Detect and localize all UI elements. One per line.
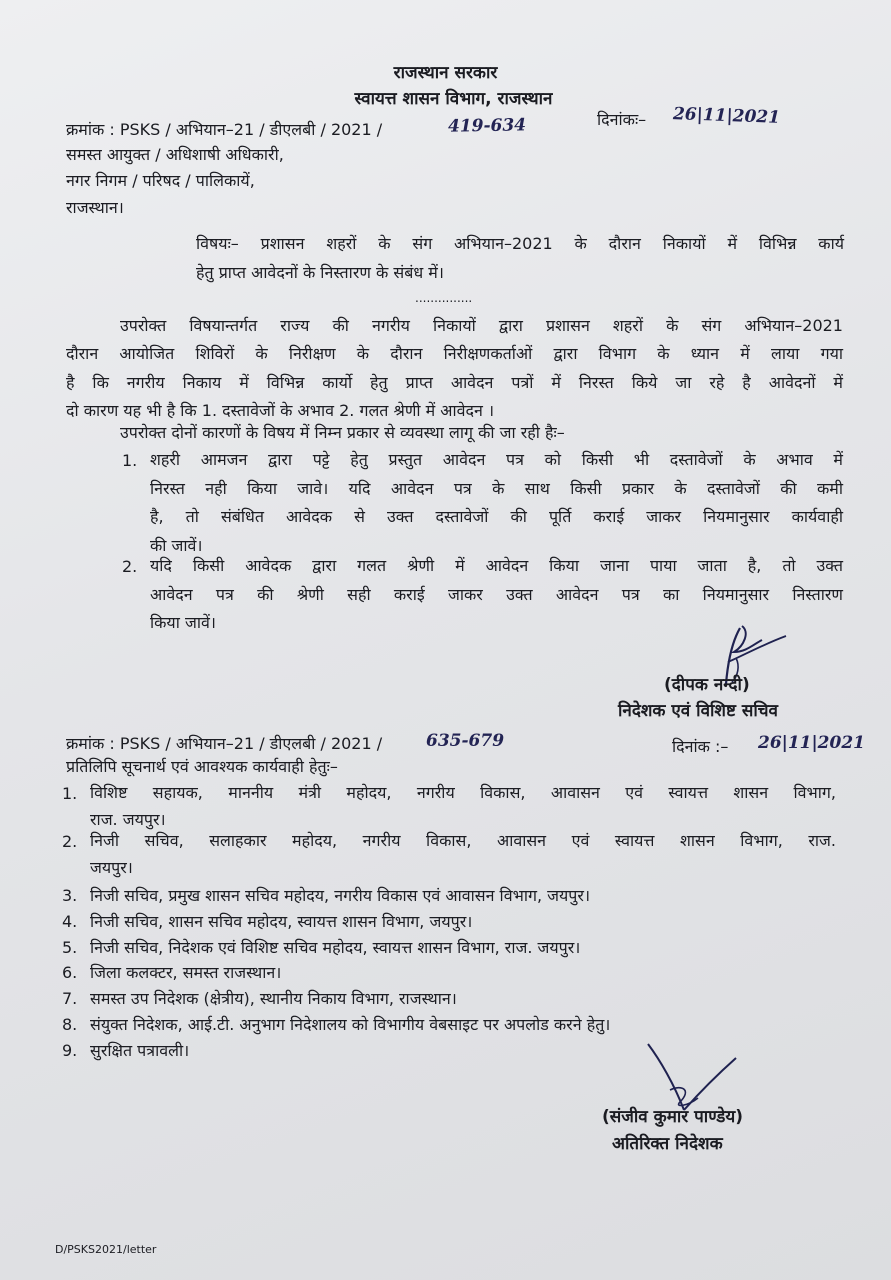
letter-handwritten-dispatch-number: 419-634 [447,115,527,137]
copy-date-label: दिनांक :– [672,737,729,756]
copy-item-number: 8. [62,1015,78,1034]
addressee-line: समस्त आयुक्त / अधिशाषी अधिकारी, [66,145,284,164]
point-line: है, तो संबंधित आवेदक से उक्त दस्तावेजों की पूर्ति कराई जाकर नियमानुसार कार्यवाही [150,507,843,526]
letter-date-label: दिनांकः– [597,110,647,129]
intro-line: उपरोक्त दोनों कारणों के विषय में निम्न प्रकार से व्यवस्था लागू की जा रही हैः– [120,423,565,442]
copy-item-number: 1. [62,784,78,803]
copy-item-9: सुरक्षित पत्रावली। [90,1041,190,1060]
copy-item-7: समस्त उप निदेशक (क्षेत्रीय), स्थानीय निकाय विभाग, राजस्थान। [90,989,457,1008]
body-line: दो कारण यह भी है कि 1. दस्तावेजों के अभाव 2. गलत श्रेणी में आवेदन । [66,401,495,420]
signatory-1-title: निदेशक एवं विशिष्ट सचिव [618,701,778,721]
point-number: 1. [122,451,138,470]
copy-item-number: 7. [62,989,78,1008]
point-line: शहरी आमजन द्वारा पट्टे हेतु प्रस्तुत आवेदन पत्र को किसी भी दस्तावेजों के अभाव में [150,450,843,469]
subject-line: विषयः– प्रशासन शहरों के संग अभियान–2021 के दौरान निकायों में विभिन्न कार्य [196,234,844,253]
signatory-1-name: (दीपक नन्दी) [664,675,750,695]
body-paragraph [66,340,843,426]
copy-item-line: निजी सचिव, सलाहकार महोदय, नगरीय विकास, आवासन एवं स्वायत्त शासन विभाग, राज. [90,831,836,850]
letter-handwritten-date: 26|11|2021 [672,104,781,128]
copy-item-number: 2. [62,832,78,851]
signatory-2-name: (संजीव कुमार पाण्डेय) [602,1107,744,1127]
department-name: स्वायत्त शासन विभाग, राजस्थान [354,89,553,109]
copy-item-4: निजी सचिव, शासन सचिव महोदय, स्वायत्त शासन विभाग, जयपुर। [90,912,473,931]
copy-item-number: 4. [62,912,78,931]
footer-file-code: D/PSKS2021/letter [55,1243,157,1256]
body-line: दौरान आयोजित शिविरों के निरीक्षण के दौरान निरीक्षणकर्ताओं द्वारा विभाग के ध्यान में लाया गया [66,344,843,363]
copy-item-number: 5. [62,938,78,957]
signatory-2-title: अतिरिक्त निदेशक [612,1134,723,1154]
subject-line: हेतु प्राप्त आवेदनों के निस्तारण के संबंध में। [196,262,444,282]
point-line: यदि किसी आवेदक द्वारा गलत श्रेणी में आवेदन किया जाना पाया जाता है, तो उक्त [150,556,843,575]
copy-item-1 [90,779,836,833]
government-name: राजस्थान सरकार [393,63,498,83]
point-line: निरस्त नही किया जावे। यदि आवेदन पत्र के साथ किसी प्रकार के दस्तावेजों की कमी [150,478,843,498]
addressee-line: नगर निगम / परिषद / पालिकायें, [66,171,255,190]
separator: ............... [415,291,473,305]
copy-item-line: जयपुर। [90,858,133,877]
addressee-line: राजस्थान। [66,198,124,217]
point-line: किया जावें। [150,613,216,632]
point-1-text [150,446,843,560]
copy-item-number: 9. [62,1041,78,1060]
body-line: है कि नगरीय निकाय में विभिन्न कार्यो हेतु प्राप्त आवेदन पत्रों में निरस्त किये जा रहे है आवेदनों में [66,372,843,392]
point-line: की जावें। [150,535,203,555]
point-number: 2. [122,557,138,576]
copy-item-line: विशिष्ट सहायक, माननीय मंत्री महोदय, नगरीय विकास, आवासन एवं स्वायत्त शासन विभाग, [90,783,836,802]
copy-item-number: 3. [62,886,78,905]
copy-item-8: संयुक्त निदेशक, आई.टी. अनुभाग निदेशालय को विभागीय वेबसाइट पर अपलोड करने हेतु। [90,1015,611,1034]
copy-item-3: निजी सचिव, प्रमुख शासन सचिव महोदय, नगरीय विकास एवं आवासन विभाग, जयपुर। [90,886,591,905]
copy-item-6: जिला कलक्टर, समस्त राजस्थान। [90,963,282,982]
copy-item-line: राज. जयपुर। [90,810,166,829]
copy-handwritten-date: 26|11|2021 [758,733,865,753]
copy-handwritten-dispatch-number: 635-679 [426,731,505,751]
copy-intro: प्रतिलिपि सूचनार्थ एवं आवश्यक कार्यवाही हेतुः– [66,757,338,776]
copy-item-5: निजी सचिव, निदेशक एवं विशिष्ट सचिव महोदय, स्वायत्त शासन विभाग, राज. जयपुर। [90,938,581,957]
body-paragraph-first-line: उपरोक्त विषयान्तर्गत राज्य की नगरीय निकायों द्वारा प्रशासन शहरों के संग अभियान–2021 [120,316,843,335]
letter-reference-number: क्रमांक : PSKS / अभियान–21 / डीएलबी / 2021 / [66,120,383,139]
copy-reference-number: क्रमांक : PSKS / अभियान–21 / डीएलबी / 2021 / [66,734,383,753]
copy-item-2 [90,827,836,881]
copy-item-number: 6. [62,963,78,982]
point-line: आवेदन पत्र की श्रेणी सही कराई जाकर उक्त आवेदन पत्र का नियमानुसार निस्तारण [150,584,843,604]
subject [196,230,844,287]
